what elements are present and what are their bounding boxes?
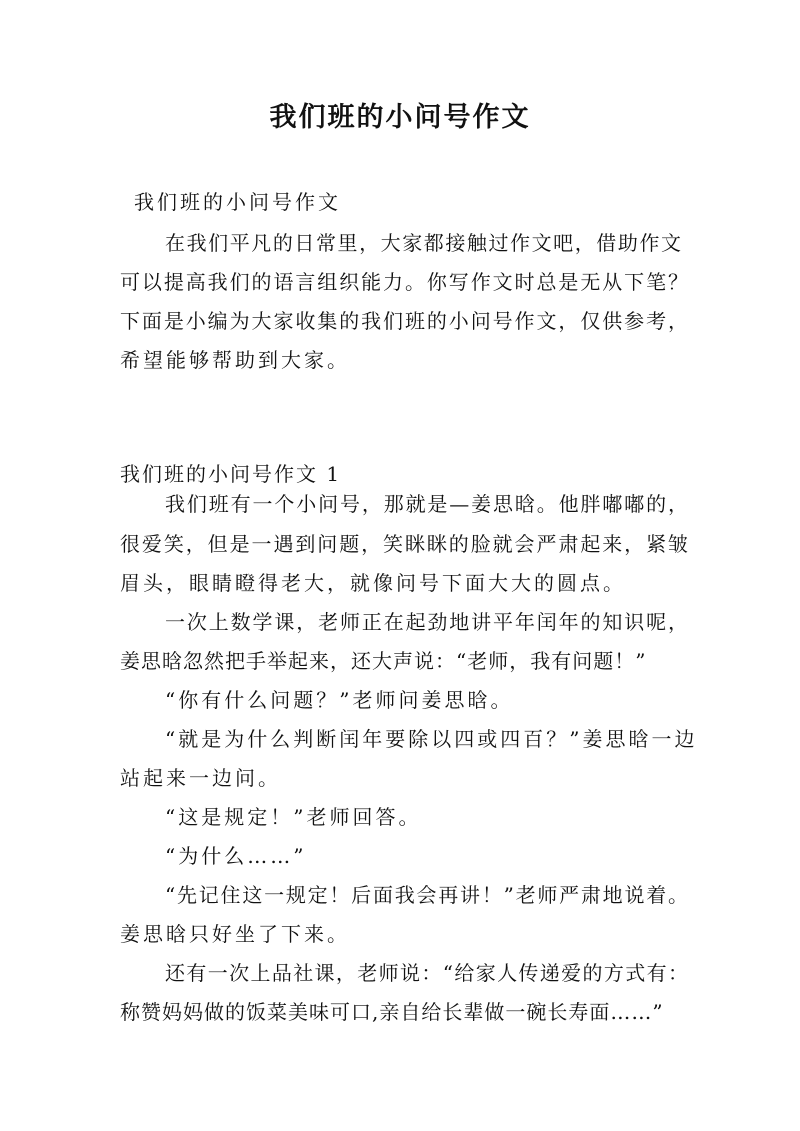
- paragraph-line: “你有什么问题？”老师问姜思晗。: [165, 688, 514, 712]
- document-title: 我们班的小问号作文: [269, 102, 531, 133]
- paragraph-line: 一次上数学课，老师正在起劲地讲平年闰年的知识呢，: [165, 610, 688, 634]
- paragraph-line: 下面是小编为大家收集的我们班的小问号作文，仅供参考，: [120, 309, 688, 333]
- paragraph-line: 还有一次上品社课，老师说：“给家人传递爱的方式有：: [165, 961, 688, 985]
- paragraph-line: 眉头，眼睛瞪得老大，就像问号下面大大的圆点。: [120, 571, 626, 595]
- paragraph-line: 很爱笑，但是一遇到问题，笑眯眯的脸就会严肃起来，紧皱: [120, 532, 688, 556]
- paragraph-line: “这是规定！”老师回答。: [165, 805, 422, 829]
- paragraph-line: 可以提高我们的语言组织能力。你写作文时总是无从下笔？: [120, 270, 688, 294]
- paragraph-line: 我们班有一个小问号，那就是—姜思晗。他胖嘟嘟的，: [165, 492, 688, 516]
- paragraph-line: “为什么……”: [165, 844, 307, 868]
- paragraph-line: 姜思晗只好坐了下来。: [120, 922, 350, 946]
- paragraph-line: 希望能够帮助到大家。: [120, 348, 350, 372]
- section-heading: 我们班的小问号作文 1: [120, 462, 342, 486]
- paragraph-line: “先记住这一规定！后面我会再讲！”老师严肃地说着。: [165, 883, 688, 907]
- paragraph-line: 站起来一边问。: [120, 766, 281, 790]
- paragraph-line: 在我们平凡的日常里，大家都接触过作文吧，借助作文: [165, 231, 681, 255]
- intro-heading: 我们班的小问号作文: [134, 190, 341, 214]
- paragraph-line: 称赞妈妈做的饭菜美味可口,亲自给长辈做一碗长寿面……”: [120, 1000, 664, 1024]
- paragraph-line: “就是为什么判断闰年要除以四或四百？”姜思晗一边: [165, 727, 698, 751]
- paragraph-line: 姜思晗忽然把手举起来，还大声说：“老师，我有问题！”: [120, 649, 647, 673]
